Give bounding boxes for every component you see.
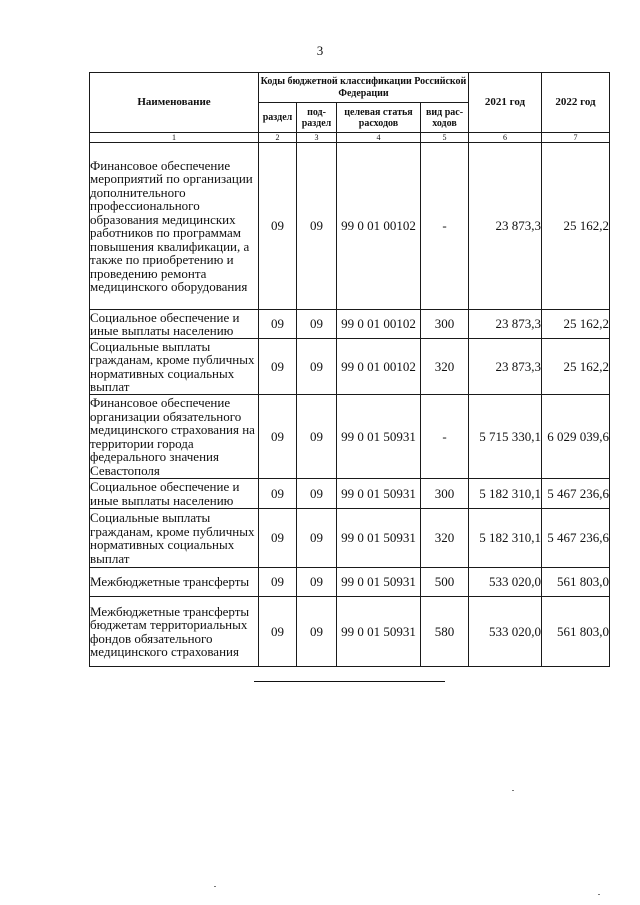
row-section: 09 (259, 568, 297, 597)
row-expense-type: 300 (421, 479, 469, 509)
table-row (90, 597, 610, 667)
row-expense-type: 500 (421, 568, 469, 597)
row-amount-2022: 5 467 236,6 (542, 509, 610, 568)
row-section: 09 (259, 479, 297, 509)
table-row (90, 479, 610, 509)
row-subsection: 09 (297, 339, 337, 395)
row-amount-2022: 6 029 039,6 (542, 395, 610, 479)
header-codes-group: Коды бюджетной классификации Российской Федерации (259, 73, 469, 103)
row-name: Социальные выплаты гражданам, кроме публичных нормативных социальных выплат (90, 339, 259, 395)
row-amount-2021: 5 182 310,1 (469, 479, 542, 509)
scan-speck (598, 894, 600, 895)
row-section: 09 (259, 597, 297, 667)
column-number: 4 (337, 133, 421, 143)
page-number: 3 (316, 43, 324, 58)
row-expense-type: - (421, 395, 469, 479)
row-amount-2022: 25 162,2 (542, 339, 610, 395)
row-expense-type: 320 (421, 339, 469, 395)
row-amount-2021: 23 873,3 (469, 310, 542, 339)
row-section: 09 (259, 143, 297, 310)
table-row (90, 395, 610, 479)
row-subsection: 09 (297, 568, 337, 597)
row-amount-2022: 561 803,0 (542, 568, 610, 597)
header-name: Наименование (90, 73, 259, 133)
row-expense-type: 320 (421, 509, 469, 568)
row-subsection: 09 (297, 143, 337, 310)
footer-separator-line (254, 681, 445, 682)
row-target-article: 99 0 01 50931 (337, 479, 421, 509)
row-expense-type: - (421, 143, 469, 310)
scan-speck (512, 790, 514, 791)
row-amount-2021: 5 182 310,1 (469, 509, 542, 568)
row-amount-2021: 533 020,0 (469, 597, 542, 667)
column-number: 3 (297, 133, 337, 143)
header-target-article: целевая статья расходов (337, 103, 421, 133)
scan-speck (214, 886, 216, 887)
header-subsection: под-раздел (297, 103, 337, 133)
row-section: 09 (259, 509, 297, 568)
row-amount-2021: 533 020,0 (469, 568, 542, 597)
table-row (90, 509, 610, 568)
row-target-article: 99 0 01 00102 (337, 143, 421, 310)
row-section: 09 (259, 395, 297, 479)
row-expense-type: 300 (421, 310, 469, 339)
table-row (90, 339, 610, 395)
row-amount-2021: 23 873,3 (469, 143, 542, 310)
row-expense-type: 580 (421, 597, 469, 667)
row-name: Социальное обеспечение и иные выплаты населению (90, 310, 259, 339)
row-name: Финансовое обеспечение организации обязательного медицинского страхования на территории города федерального значения Севастополя (90, 395, 259, 479)
row-name: Социальное обеспечение и иные выплаты населению (90, 479, 259, 509)
row-name: Межбюджетные трансферты (90, 568, 259, 597)
row-name: Социальные выплаты гражданам, кроме публичных нормативных социальных выплат (90, 509, 259, 568)
budget-table (89, 72, 610, 667)
row-target-article: 99 0 01 50931 (337, 597, 421, 667)
row-subsection: 09 (297, 395, 337, 479)
row-target-article: 99 0 01 50931 (337, 395, 421, 479)
row-subsection: 09 (297, 509, 337, 568)
header-expense-type: вид рас-ходов (421, 103, 469, 133)
row-subsection: 09 (297, 479, 337, 509)
header-2021: 2021 год (469, 73, 542, 133)
row-amount-2022: 5 467 236,6 (542, 479, 610, 509)
row-amount-2021: 23 873,3 (469, 339, 542, 395)
row-subsection: 09 (297, 597, 337, 667)
row-name: Межбюджетные трансферты бюджетам территориальных фондов обязательного медицинского страхования (90, 597, 259, 667)
row-section: 09 (259, 339, 297, 395)
column-number: 5 (421, 133, 469, 143)
row-amount-2022: 25 162,2 (542, 143, 610, 310)
column-number: 2 (259, 133, 297, 143)
row-amount-2021: 5 715 330,1 (469, 395, 542, 479)
row-target-article: 99 0 01 00102 (337, 339, 421, 395)
row-name: Финансовое обеспечение мероприятий по организации дополнительного профессионального образования медицинских работников по программам повышения квалификации, а также по приобретению и проведению ремонта медицинского оборудования (90, 143, 259, 310)
row-amount-2022: 25 162,2 (542, 310, 610, 339)
row-target-article: 99 0 01 50931 (337, 509, 421, 568)
table-row (90, 310, 610, 339)
column-number-row (90, 133, 610, 143)
row-target-article: 99 0 01 50931 (337, 568, 421, 597)
header-2022: 2022 год (542, 73, 610, 133)
column-number: 7 (542, 133, 610, 143)
row-subsection: 09 (297, 310, 337, 339)
table-row (90, 568, 610, 597)
column-number: 1 (90, 133, 259, 143)
header-section: раздел (259, 103, 297, 133)
column-number: 6 (469, 133, 542, 143)
row-amount-2022: 561 803,0 (542, 597, 610, 667)
row-section: 09 (259, 310, 297, 339)
row-target-article: 99 0 01 00102 (337, 310, 421, 339)
table-row (90, 143, 610, 310)
